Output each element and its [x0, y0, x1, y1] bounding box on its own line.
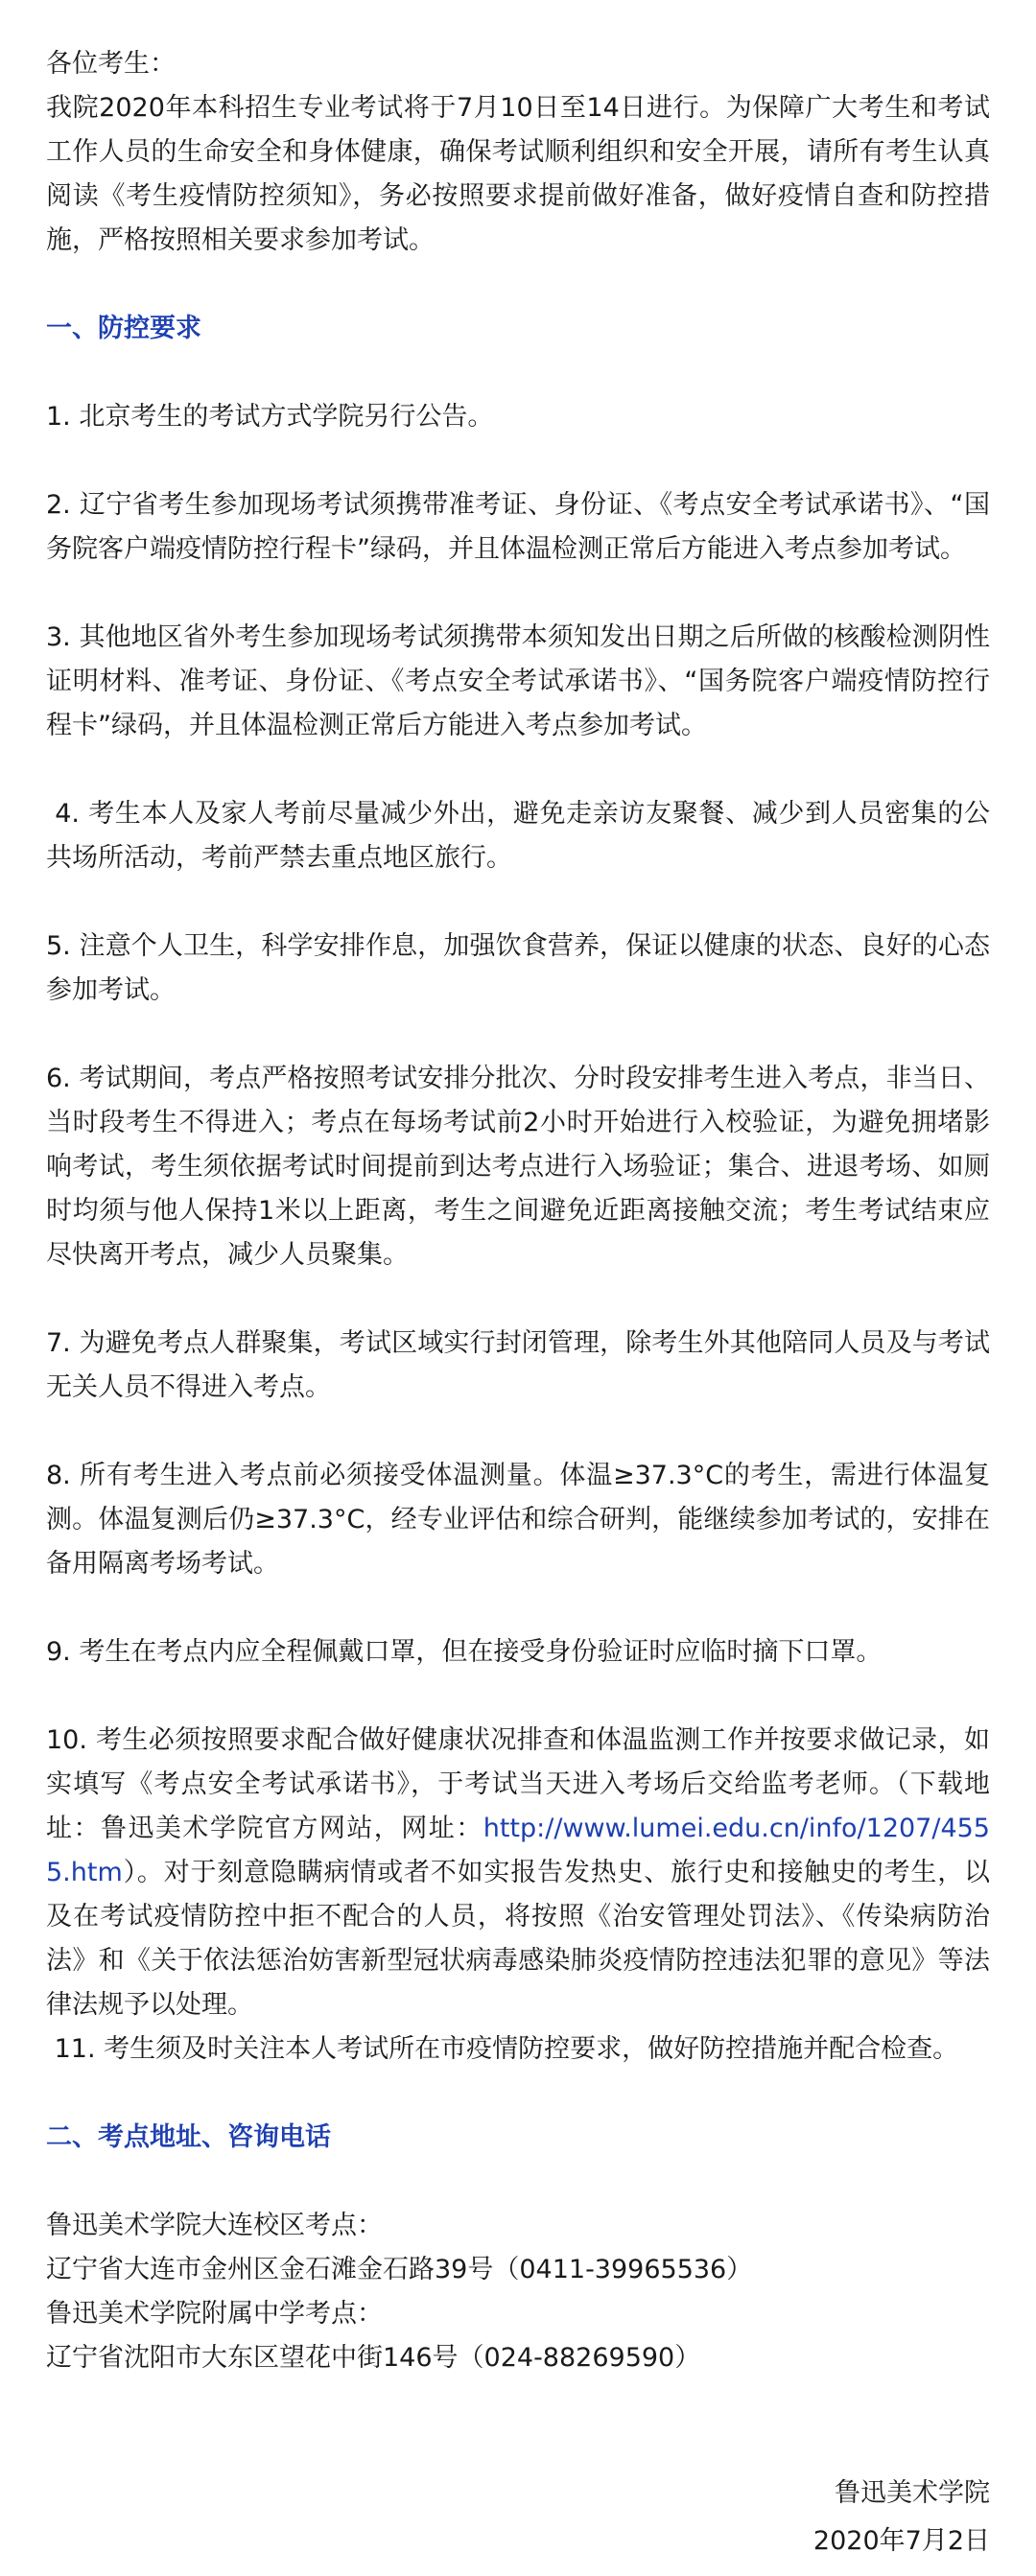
item10-text-before-link: 10. 考生必须按照要求配合做好健康状况排查和体温监测工作并按要求做记录，如实填写《考点安全考试承诺书》，于考试当天进入考场后交给监考老师。（下载地址：鲁迅美术学院官方网站，网址：	[46, 1725, 990, 1843]
list-item: 4. 考生本人及家人考前尽量减少外出，避免走亲访友聚餐、减少到人员密集的公共场所活动，考前严禁去重点地区旅行。	[46, 799, 990, 873]
list-item: 3. 其他地区省外考生参加现场考试须携带本须知发出日期之后所做的核酸检测阴性证明材料、准考证、身份证、《考点安全考试承诺书》、“国务院客户端疫情防控行程卡”绿码，并且体温检测正常后方能进入考点参加考试。	[46, 622, 990, 740]
greeting: 各位考生：	[46, 49, 176, 79]
list-item: 8. 所有考生进入考点前必须接受体温测量。体温≥37.3°C的考生，需进行体温复测。体温复测后仍≥37.3°C，经专业评估和综合研判，能继续参加考试的，安排在备用隔离考场考试。	[46, 1461, 990, 1579]
list-item: 1. 北京考生的考试方式学院另行公告。	[46, 402, 494, 432]
list-item: 7. 为避免考点人群聚集，考试区域实行封闭管理，除考生外其他陪同人员及与考试无关人员不得进入考点。	[46, 1328, 990, 1402]
list-item-11: 11. 考生须及时关注本人考试所在市疫情防控要求，做好防控措施并配合检查。	[46, 2034, 959, 2064]
item10-text-after-link: ）。对于刻意隐瞒病情或者不如实报告发热史、旅行史和接触史的考生，以及在考试疫情防控中拒不配合的人员，将按照《治安管理处罚法》、《传染病防治法》和《关于依法惩治妨害新型冠状病毒感染肺炎疫情防控违法犯罪的意见》等法律法规予以处理。	[46, 1858, 990, 2020]
signature-date: 2020年7月2日	[812, 2526, 990, 2556]
list-item: 6. 考试期间，考点严格按照考试安排分批次、分时段安排考生进入考点，非当日、当时段考生不得进入；考点在每场考试前2小时开始进行入校验证，为避免拥堵影响考试，考生须依据考试时间提前到达考点进行入场验证；集合、进退考场、如厕时均须与他人保持1米以上距离，考生之间避免近距离接触交流；考生考试结束应尽快离开考点，减少人员聚集。	[46, 1064, 990, 1270]
venue-address: 辽宁省沈阳市大东区望花中街146号（024-88269590）	[46, 2343, 701, 2373]
venue-address: 辽宁省大连市金州区金石滩金石路39号（0411-39965536）	[46, 2255, 753, 2284]
list-item-10	[46, 1719, 990, 2027]
intro-paragraph: 我院2020年本科招生专业考试将于7月10日至14日进行。为保障广大考生和考试工作人员的生命安全和身体健康，确保考试顺利组织和安全开展，请所有考生认真阅读《考生疫情防控须知》，务必按照要求提前做好准备，做好疫情自查和防控措施，严格按照相关要求参加考试。	[46, 93, 990, 255]
signature-org: 鲁迅美术学院	[835, 2478, 990, 2508]
list-item: 5. 注意个人卫生，科学安排作息，加强饮食营养，保证以健康的状态、良好的心态参加考试。	[46, 931, 990, 1005]
venue-name: 鲁迅美术学院附属中学考点：	[46, 2299, 383, 2329]
download-link[interactable]: http://www.lumei.edu.cn/info/1207/4555.htm	[46, 1814, 990, 1887]
list-item: 2. 辽宁省考生参加现场考试须携带准考证、身份证、《考点安全考试承诺书》、“国务院客户端疫情防控行程卡”绿码，并且体温检测正常后方能进入考点参加考试。	[46, 490, 990, 564]
section-title-prevention: 一、防控要求	[46, 314, 201, 343]
list-item: 9. 考生在考点内应全程佩戴口罩，但在接受身份验证时应临时摘下口罩。	[46, 1637, 883, 1667]
venue-name: 鲁迅美术学院大连校区考点：	[46, 2211, 383, 2240]
signature-block	[813, 2470, 990, 2565]
section-title-venues: 二、考点地址、咨询电话	[46, 2122, 331, 2152]
